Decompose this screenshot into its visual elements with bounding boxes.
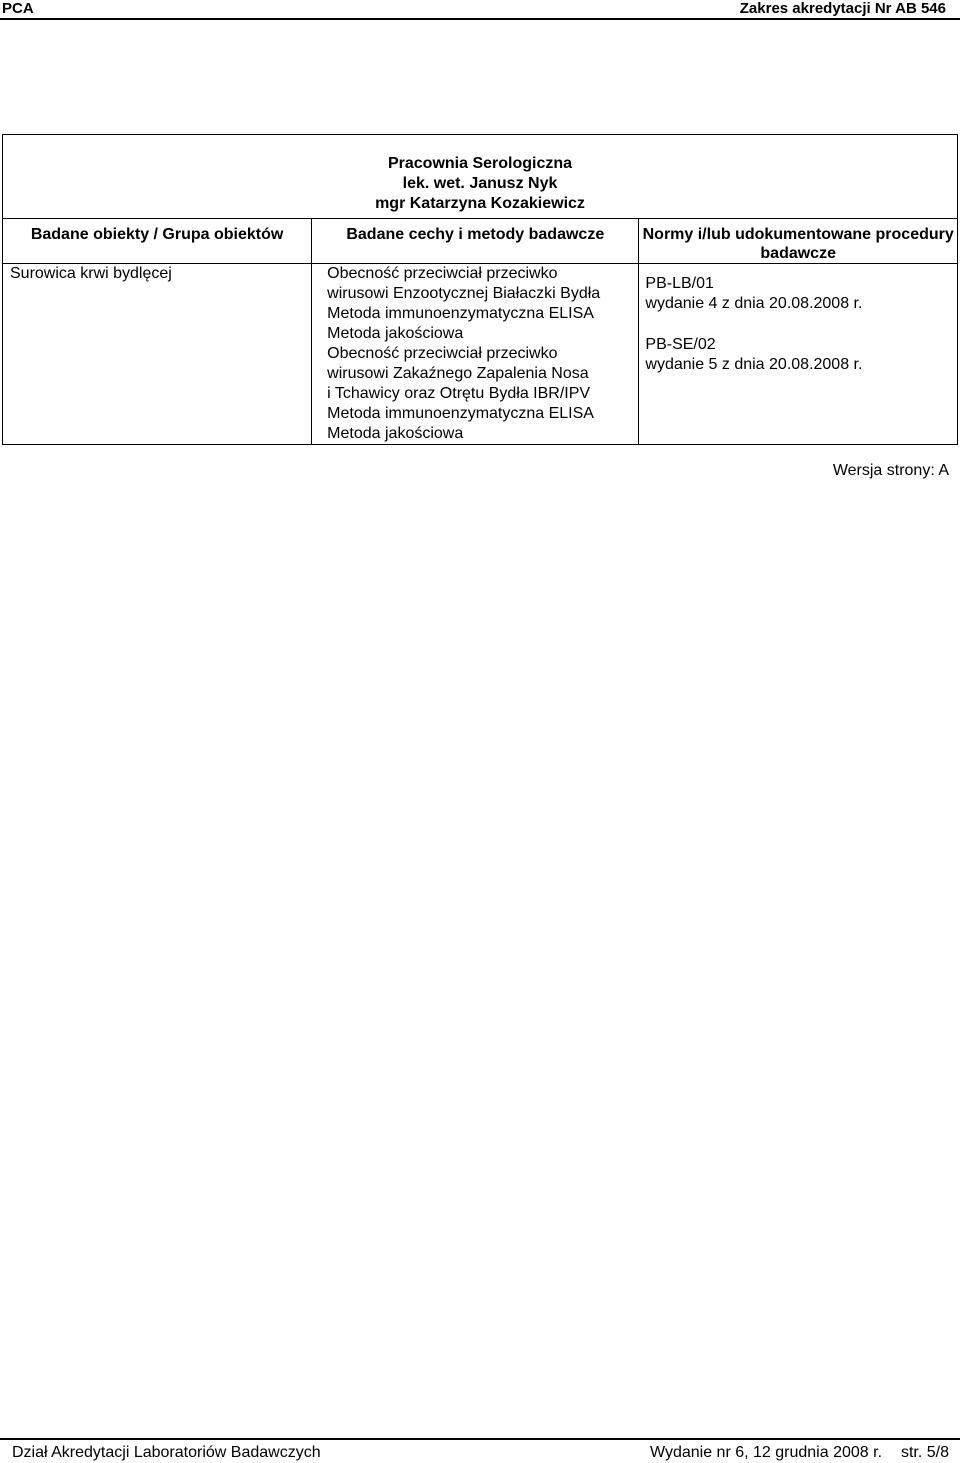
- lab-title-cell: [3, 135, 958, 219]
- lab-staff-1: lek. wet. Janusz Nyk: [402, 175, 558, 192]
- norms-spacer: [645, 264, 957, 274]
- page-version: Wersja strony: A: [832, 462, 949, 479]
- object-cell: [3, 264, 312, 445]
- method-2-line-5: Metoda jakościowa: [327, 425, 464, 442]
- page-header: [0, 0, 960, 20]
- method-2-line-3: i Tchawicy oraz Otrętu Bydła IBR/IPV: [327, 385, 591, 402]
- method-2-line-4: Metoda immunoenzymatyczna ELISA: [327, 405, 594, 422]
- header-scope-title: Zakres akredytacji Nr AB 546: [739, 0, 946, 17]
- table-header-row: [3, 219, 958, 264]
- table-row: [3, 264, 958, 445]
- column-header-methods: Badane cechy i metody badawcze: [312, 219, 639, 264]
- footer-edition: Wydanie nr 6, 12 grudnia 2008 r.: [650, 1444, 883, 1461]
- norm-2-code: PB-SE/02: [645, 336, 716, 353]
- column-header-norms: Normy i/lub udokumentowane procedury badawcze: [639, 219, 958, 264]
- method-1-line-2: wirusowi Enzootycznej Białaczki Bydła: [327, 285, 601, 302]
- method-2-line-2: wirusowi Zakaźnego Zapalenia Nosa: [327, 365, 589, 382]
- method-1-line-1: Obecność przeciwciał przeciwko: [327, 265, 558, 282]
- object-name: Surowica krwi bydlęcej: [10, 265, 172, 282]
- footer-page-number: str. 5/8: [900, 1444, 949, 1461]
- method-2-line-1: Obecność przeciwciał przeciwko: [327, 345, 558, 362]
- page-footer: [0, 1438, 960, 1461]
- accreditation-table: [2, 134, 958, 445]
- method-1-line-4: Metoda jakościowa: [327, 325, 464, 342]
- norm-1-code: PB-LB/01: [645, 275, 714, 292]
- column-header-objects: Badane obiekty / Grupa obiektów: [3, 219, 312, 264]
- header-org: PCA: [2, 0, 34, 17]
- norm-2-edition: wydanie 5 z dnia 20.08.2008 r.: [645, 356, 863, 373]
- method-1-line-3: Metoda immunoenzymatyczna ELISA: [327, 305, 594, 322]
- norms-gap: [645, 314, 957, 335]
- lab-staff-2: mgr Katarzyna Kozakiewicz: [375, 195, 585, 212]
- lab-title-row: [3, 135, 958, 219]
- norms-cell: [639, 264, 958, 445]
- methods-cell: [312, 264, 639, 445]
- lab-name: Pracownia Serologiczna: [387, 155, 573, 172]
- norm-1-edition: wydanie 4 z dnia 20.08.2008 r.: [645, 295, 863, 312]
- footer-department: Dział Akredytacji Laboratoriów Badawczych: [12, 1444, 321, 1461]
